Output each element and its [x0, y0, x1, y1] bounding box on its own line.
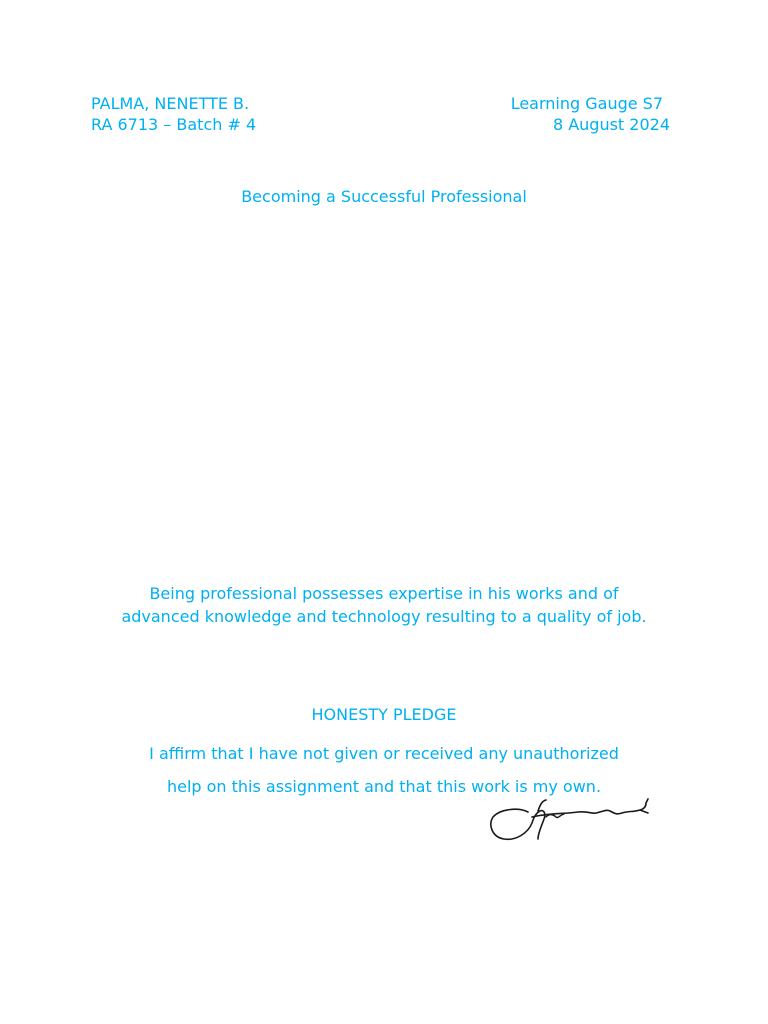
- body-line: Being professional possesses expertise in his works and of: [149, 584, 619, 603]
- handwritten-signature: [488, 795, 653, 845]
- header-right-block: [511, 93, 670, 135]
- activity-title: Learning Gauge S7: [510, 94, 663, 113]
- pledge-statement: [0, 737, 768, 803]
- pledge-line: help on this assignment and that this work is my own.: [166, 777, 602, 796]
- pledge-heading: HONESTY PLEDGE: [311, 705, 457, 724]
- course-batch: RA 6713 – Batch # 4: [91, 115, 257, 134]
- body-line: advanced knowledge and technology resulting to a quality of job.: [121, 607, 647, 626]
- submission-date: 8 August 2024: [552, 115, 670, 134]
- pledge-line: I affirm that I have not given or received any unauthorized: [149, 744, 619, 763]
- document-title: Becoming a Successful Professional: [241, 187, 527, 206]
- student-name: PALMA, NENETTE B.: [91, 94, 250, 113]
- body-paragraph: [0, 582, 768, 628]
